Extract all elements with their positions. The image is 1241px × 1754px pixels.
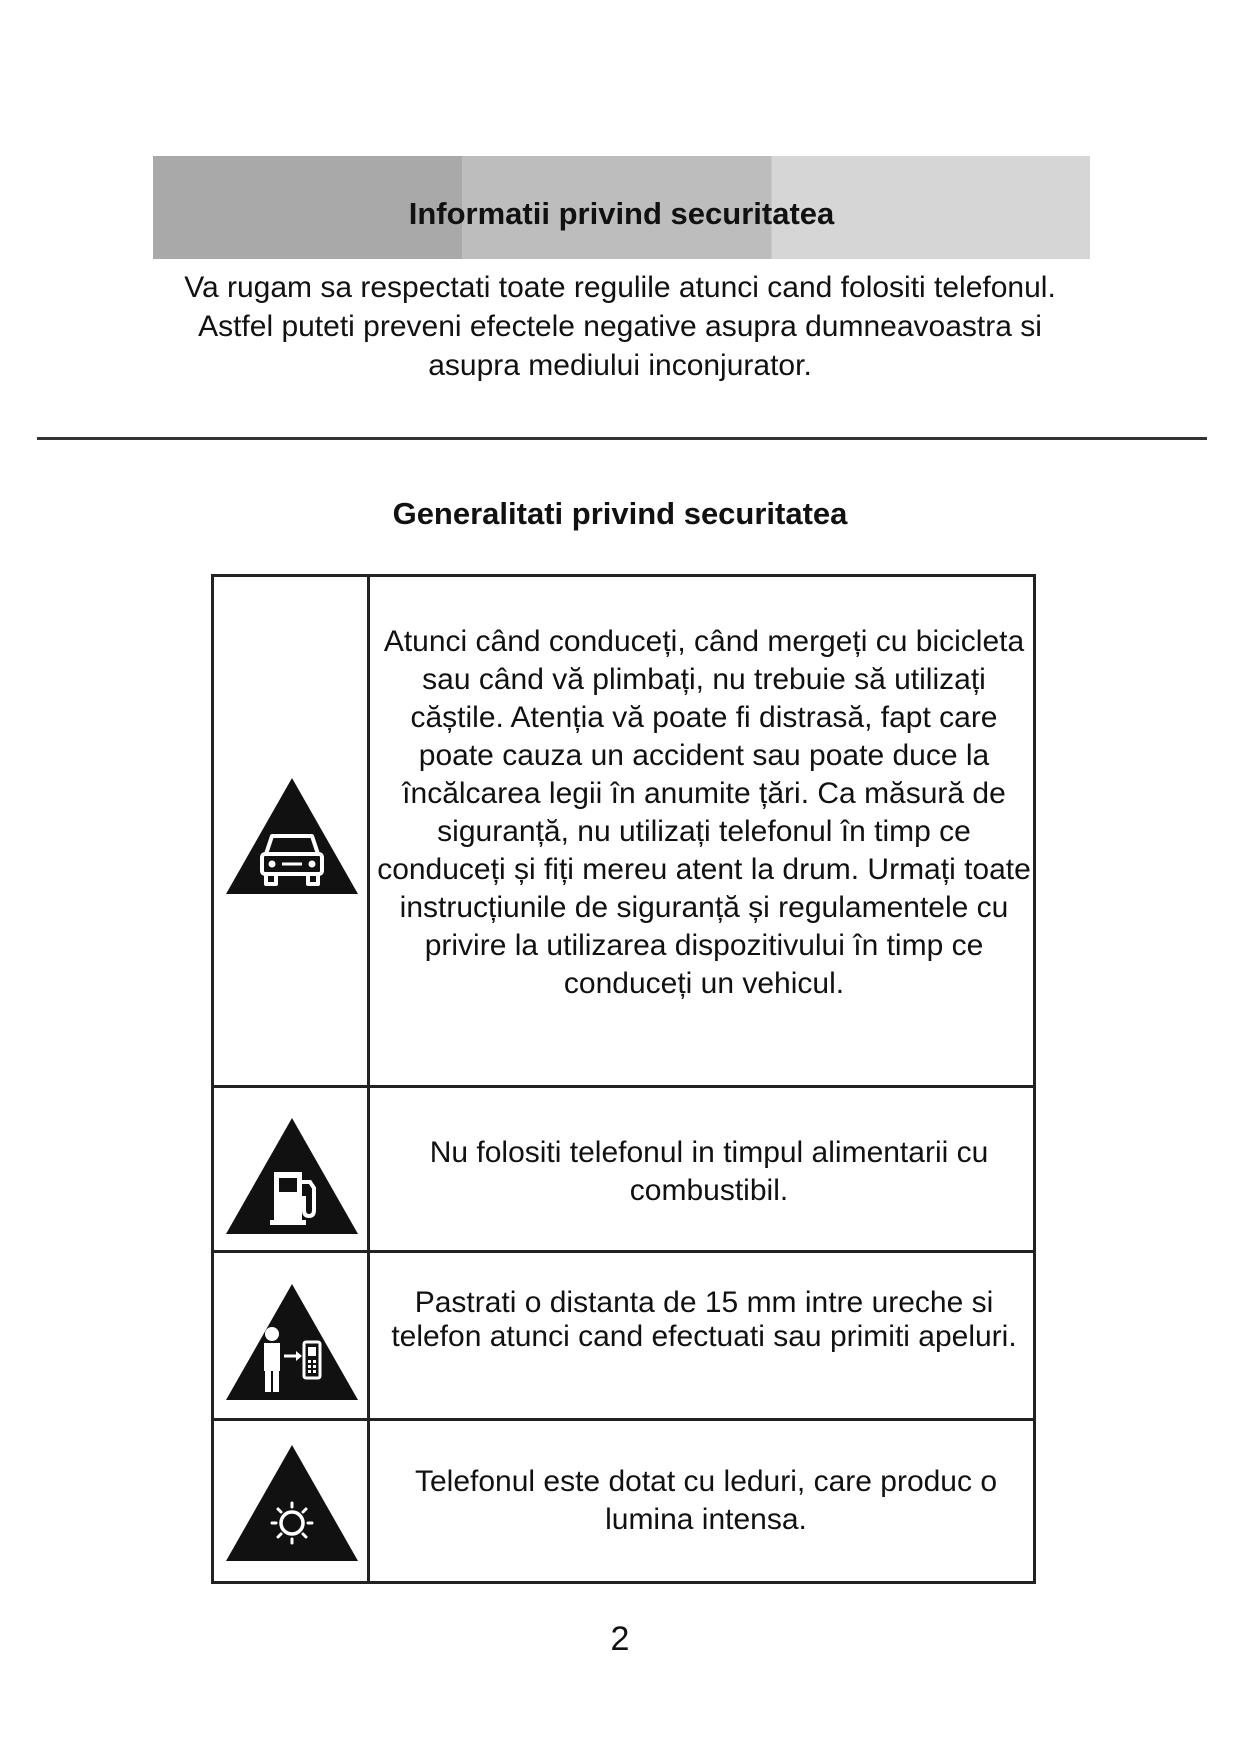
text-cell — [373, 577, 1033, 1085]
fuel-pump-warning-icon — [222, 1114, 362, 1239]
text-cell — [373, 1421, 1033, 1581]
icon-cell — [214, 577, 370, 1085]
table-row — [214, 1088, 1033, 1253]
icon-cell — [214, 1088, 370, 1250]
icon-cell — [214, 1253, 370, 1418]
page-title: Informatii privind securitatea — [408, 196, 835, 231]
bright-light-warning-icon — [222, 1441, 362, 1566]
intro-line: asupra mediului inconjurator. — [428, 349, 812, 382]
icon-cell — [214, 1421, 370, 1581]
text-cell — [373, 1253, 1033, 1418]
table-row — [214, 1253, 1033, 1421]
table-row — [214, 577, 1033, 1088]
safety-text: Telefonul este dotat cu leduri, care produc o lumina intensa. — [414, 1465, 998, 1536]
car-warning-icon — [222, 774, 362, 899]
table-row — [214, 1421, 1033, 1581]
intro-paragraph — [100, 268, 1140, 385]
safety-text: Atunci când conduceți, când mergeți cu bicicleta sau când vă plimbați, nu trebuie să utilizați căștile. Atenția vă poate fi distrasă, fapt care poate cauza un accident sau poate duce la încălcarea legii în anumite țări. Ca măsură de siguranță, nu utilizați telefonul în timp ce conduceți și fiți mereu atent la drum. Urmați toate instrucțiunile de siguranță și regulamentele cu privire la utilizarea dispozitivului în timp ce conduceți un vehicul. — [377, 625, 1031, 1000]
intro-line: Va rugam sa respectati toate regulile atunci cand folositi telefonul. — [184, 271, 1056, 304]
page-number: 2 — [610, 1620, 630, 1658]
safety-table — [211, 574, 1036, 1584]
safety-text: Nu folositi telefonul in timpul alimentarii cu combustibil. — [429, 1136, 989, 1207]
distance-warning-icon — [222, 1280, 362, 1405]
text-cell — [373, 1088, 1033, 1250]
section-divider — [37, 437, 1207, 440]
section-title: Generalitati privind securitatea — [392, 496, 848, 531]
safety-text: Pastrati o distanta de 15 mm intre ureche si telefon atunci cand efectuati sau primiti apeluri. — [391, 1286, 1017, 1353]
intro-line: Astfel puteti preveni efectele negative asupra dumneavoastra si — [198, 310, 1042, 343]
